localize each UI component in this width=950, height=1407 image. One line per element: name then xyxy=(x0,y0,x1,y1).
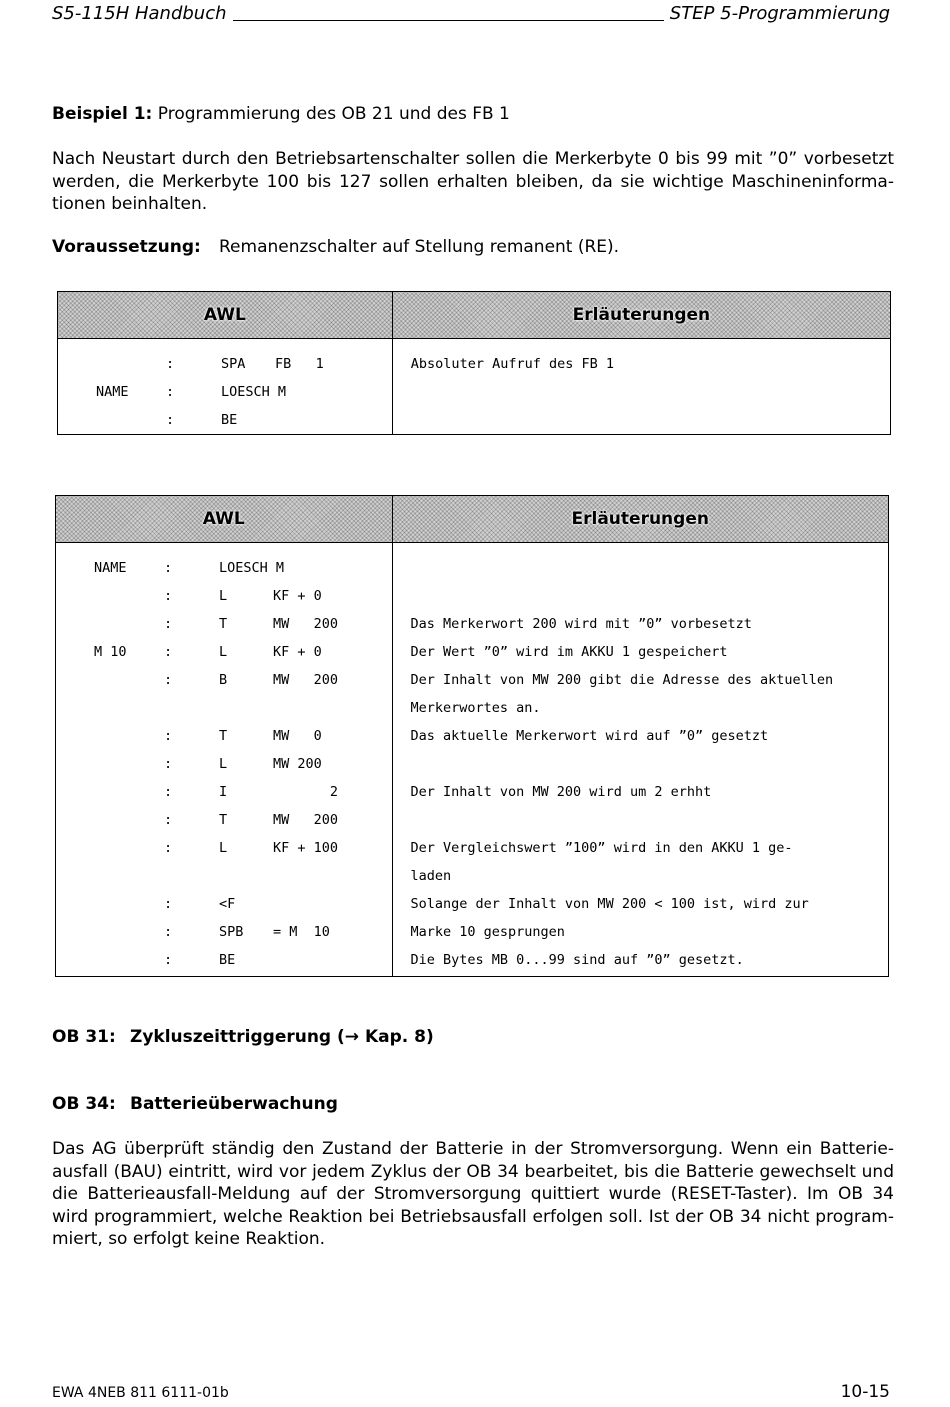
statement-operation: LOESCH M xyxy=(221,384,287,400)
statement-label: NAME xyxy=(96,384,129,400)
precondition xyxy=(52,237,619,257)
section-ob31-number: OB 31: xyxy=(52,1027,116,1047)
awl-table-ob21 xyxy=(57,291,891,435)
statement-operation: B xyxy=(219,672,228,688)
awl-code-line xyxy=(58,406,392,434)
statement-operation: SPA xyxy=(221,356,246,372)
explanation-line: Marke 10 gesprungen xyxy=(410,924,565,940)
statement-operand: KF + 0 xyxy=(273,644,322,660)
awl-code-line xyxy=(56,666,392,694)
statement-operation: L xyxy=(219,644,228,660)
statement-colon: : xyxy=(164,812,173,828)
awl-code-line xyxy=(56,890,392,918)
example-heading xyxy=(52,103,894,126)
statement-operation: L xyxy=(219,756,228,772)
explanation-line: Absoluter Aufruf des FB 1 xyxy=(410,356,614,372)
awl-code-line xyxy=(56,918,392,946)
statement-operation: T xyxy=(219,812,228,828)
explanation-line: laden xyxy=(410,868,452,884)
statement-colon: : xyxy=(166,412,175,428)
col-awl-header: AWL xyxy=(56,496,393,543)
section-ob34-title: Batterieüberwachung xyxy=(130,1094,338,1114)
statement-colon: : xyxy=(164,616,173,632)
footer-doc-id: EWA 4NEB 811 6111-01b xyxy=(52,1385,229,1401)
explanation-line xyxy=(393,582,889,610)
explanation-line: Die Bytes MB 0...99 sind auf ”0” gesetzt. xyxy=(410,952,744,968)
section-ob31-title: Zykluszeittriggerung (→ Kap. 8) xyxy=(130,1027,434,1047)
statement-operation: BE xyxy=(219,952,236,968)
explanation-line: Der Inhalt von MW 200 gibt die Adresse des aktuellen xyxy=(410,672,834,688)
statement-colon: : xyxy=(164,952,173,968)
explanation-line xyxy=(393,750,889,778)
col-explanation-header: Erläuterungen xyxy=(392,496,889,543)
statement-operand: MW 0 xyxy=(273,728,322,744)
statement-operand: MW 200 xyxy=(273,756,322,772)
statement-colon: : xyxy=(164,672,173,688)
explanation-line: Das aktuelle Merkerwort wird auf ”0” gesetzt xyxy=(410,728,769,744)
statement-operand: MW 200 xyxy=(273,672,339,688)
statement-operand: FB 1 xyxy=(275,356,324,372)
statement-colon: : xyxy=(164,896,173,912)
awl-code-line xyxy=(56,750,392,778)
statement-colon: : xyxy=(164,588,173,604)
explanation-line xyxy=(393,554,889,582)
explanation-line: Der Vergleichswert ”100” wird in den AKKU 1 ge- xyxy=(410,840,793,856)
awl-code-line xyxy=(56,722,392,750)
statement-colon: : xyxy=(164,728,173,744)
statement-operation: BE xyxy=(221,412,238,428)
intro-paragraph: Nach Neustart durch den Betriebsartenschalter sollen die Merkerbyte 0 bis 99 mit ”0” vorbesetzt werden, die Merkerbyte 100 bis 127 sollen erhalten bleiben, da sie wichtige Maschineninforma-tionen beinhalten. xyxy=(52,149,894,214)
page-number: 10-15 xyxy=(840,1382,890,1402)
statement-operation: <F xyxy=(219,896,236,912)
col-explanation-header: Erläuterungen xyxy=(392,292,890,339)
statement-operand: MW 200 xyxy=(273,616,339,632)
statement-operation: T xyxy=(219,616,228,632)
page-footer xyxy=(52,1382,890,1402)
header-rule xyxy=(233,20,664,21)
section-ob31 xyxy=(52,1027,434,1047)
awl-code-line xyxy=(56,862,392,890)
awl-code-line xyxy=(58,350,392,378)
statement-colon: : xyxy=(164,840,173,856)
precondition-text: Remanenzschalter auf Stellung remanent (RE). xyxy=(219,237,620,257)
awl-code-line xyxy=(56,778,392,806)
statement-operand: 2 xyxy=(273,784,339,800)
statement-colon: : xyxy=(164,756,173,772)
ob34-paragraph: Das AG überprüft ständig den Zustand der Batterie in der Stromversorgung. Wenn ein Batterie-ausfall (BAU) eintritt, wird vor jedem Zyklus der OB 34 bearbeitet, bis die Batterie gewechselt und die Batterieausfall-Meldung auf der Stromversorgung quittiert wurde (RESET-Taster). Im OB 34 wird programmiert, welche Reaktion bei Betriebsausfall erfolgen soll. Ist der OB 34 nicht program-miert, so erfolgt keine Reaktion. xyxy=(52,1139,894,1249)
explanation-line: Der Inhalt von MW 200 wird um 2 erhht xyxy=(410,784,712,800)
statement-operation: T xyxy=(219,728,228,744)
explanation-line: Das Merkerwort 200 wird mit ”0” vorbesetzt xyxy=(410,616,752,632)
example-title: Programmierung des OB 21 und des FB 1 xyxy=(157,104,510,124)
statement-operand: KF + 100 xyxy=(273,840,339,856)
header-right: STEP 5-Programmierung xyxy=(669,3,890,24)
table-body xyxy=(56,543,889,977)
awl-table-fb1 xyxy=(55,495,889,977)
statement-operation: L xyxy=(219,588,228,604)
statement-operand: MW 200 xyxy=(273,812,339,828)
explanation-line: Merkerwortes an. xyxy=(410,700,541,716)
explanation-line xyxy=(393,806,889,834)
awl-code-line xyxy=(56,694,392,722)
awl-code-line xyxy=(56,582,392,610)
example-label: Beispiel 1: xyxy=(52,104,153,124)
statement-operation: SPB xyxy=(219,924,244,940)
statement-operand: KF + 0 xyxy=(273,588,322,604)
explanation-line: Solange der Inhalt von MW 200 < 100 ist, wird zur xyxy=(410,896,809,912)
header-left: S5-115H Handbuch xyxy=(52,3,227,24)
table-body xyxy=(58,339,891,435)
awl-code-line xyxy=(56,946,392,974)
statement-colon: : xyxy=(164,924,173,940)
statement-label: M 10 xyxy=(94,644,127,660)
statement-operation: L xyxy=(219,840,228,856)
statement-label: NAME xyxy=(94,560,127,576)
section-ob34 xyxy=(52,1094,338,1114)
section-ob34-number: OB 34: xyxy=(52,1094,116,1114)
statement-colon: : xyxy=(166,384,175,400)
awl-code-line xyxy=(56,834,392,862)
statement-operand: = M 10 xyxy=(273,924,330,940)
awl-code-line xyxy=(56,806,392,834)
statement-operation: I xyxy=(219,784,228,800)
awl-code-line xyxy=(56,554,392,582)
awl-code-line xyxy=(56,610,392,638)
explanation-line xyxy=(393,406,890,434)
statement-colon: : xyxy=(166,356,175,372)
explanation-line: Der Wert ”0” wird im AKKU 1 gespeichert xyxy=(410,644,728,660)
explanation-line xyxy=(393,378,890,406)
statement-operation: LOESCH M xyxy=(219,560,285,576)
statement-colon: : xyxy=(164,784,173,800)
page-header xyxy=(52,0,890,24)
awl-code-line xyxy=(58,378,392,406)
awl-code-line xyxy=(56,638,392,666)
statement-colon: : xyxy=(164,560,173,576)
col-awl-header: AWL xyxy=(58,292,393,339)
precondition-label: Voraussetzung: xyxy=(52,237,201,257)
statement-colon: : xyxy=(164,644,173,660)
